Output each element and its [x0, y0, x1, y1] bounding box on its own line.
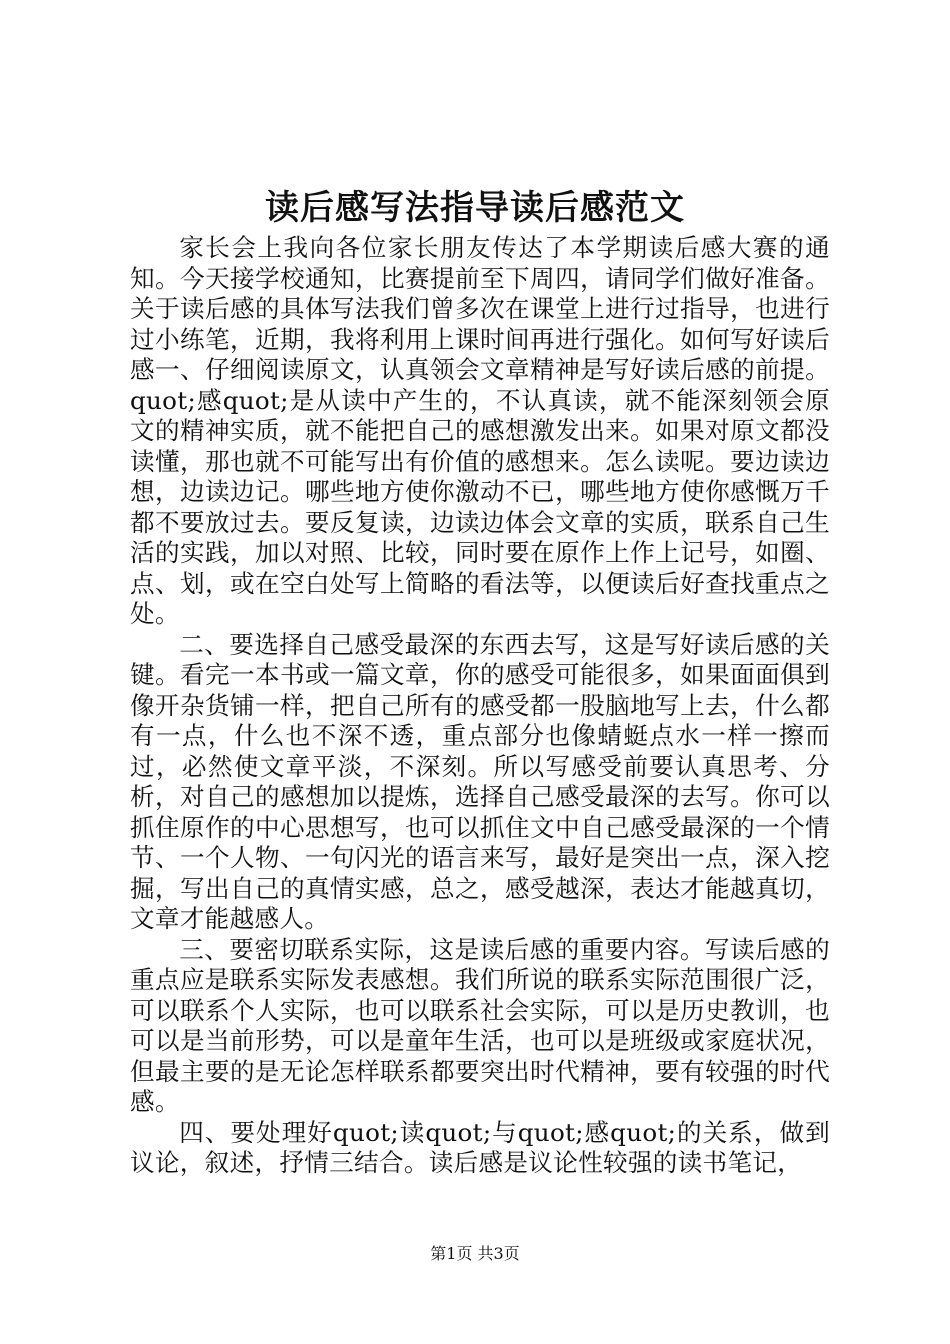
paragraph-4: 四、要处理好quot;读quot;与quot;感quot;的关系，做到议论，叙述，抒情三结合。读后感是议论性较强的读书笔记，	[130, 1117, 830, 1177]
paragraph-3: 三、要密切联系实际，这是读后感的重要内容。写读后感的重点应是联系实际发表感想。我们所说的联系实际范围很广泛，可以联系个人实际，也可以联系社会实际，可以是历史教训，也可以是当前形势，可以是童年生活，也可以是班级或家庭状况，但最主要的是无论怎样联系都要突出时代精神，要有较强的时代感。	[130, 934, 830, 1116]
paragraph-1: 家长会上我向各位家长朋友传达了本学期读后感大赛的通知。今天接学校通知，比赛提前至下周四，请同学们做好准备。关于读后感的具体写法我们曾多次在课堂上进行过指导，也进行过小练笔，近期，我将利用上课时间再进行强化。如何写好读后感一、仔细阅读原文，认真领会文章精神是写好读后感的前提。quot;感quot;是从读中产生的，不认真读，就不能深刻领会原文的精神实质，就不能把自己的感想激发出来。如果对原文都没读懂，那也就不可能写出有价值的感想来。怎么读呢。要边读边想，边读边记。哪些地方使你激动不已，哪些地方使你感慨万千都不要放过去。要反复读，边读边体会文章的实质，联系自己生活的实践，加以对照、比较，同时要在原作上作上记号，如圈、点、划，或在空白处写上简略的看法等，以便读后好查找重点之处。	[130, 233, 830, 628]
page-number-footer: 第1页 共3页	[430, 1244, 520, 1263]
paragraph-2: 二、要选择自己感受最深的东西去写，这是写好读后感的关键。看完一本书或一篇文章，你的感受可能很多，如果面面俱到像开杂货铺一样，把自己所有的感受都一股脑地写上去，什么都有一点，什么也不深不透，重点部分也像蜻蜓点水一样一擦而过，必然使文章平淡，不深刻。所以写感受前要认真思考、分析，对自己的感想加以提炼，选择自己感受最深的去写。你可以抓住原作的中心思想写，也可以抓住文中自己感受最深的一个情节、一个人物、一句闪光的语言来写，最好是突出一点，深入挖掘，写出自己的真情实感，总之，感受越深，表达才能越真切，文章才能越感人。	[130, 629, 830, 933]
document-title: 读后感写法指导读后感范文	[265, 188, 685, 228]
document-body	[130, 233, 830, 1179]
